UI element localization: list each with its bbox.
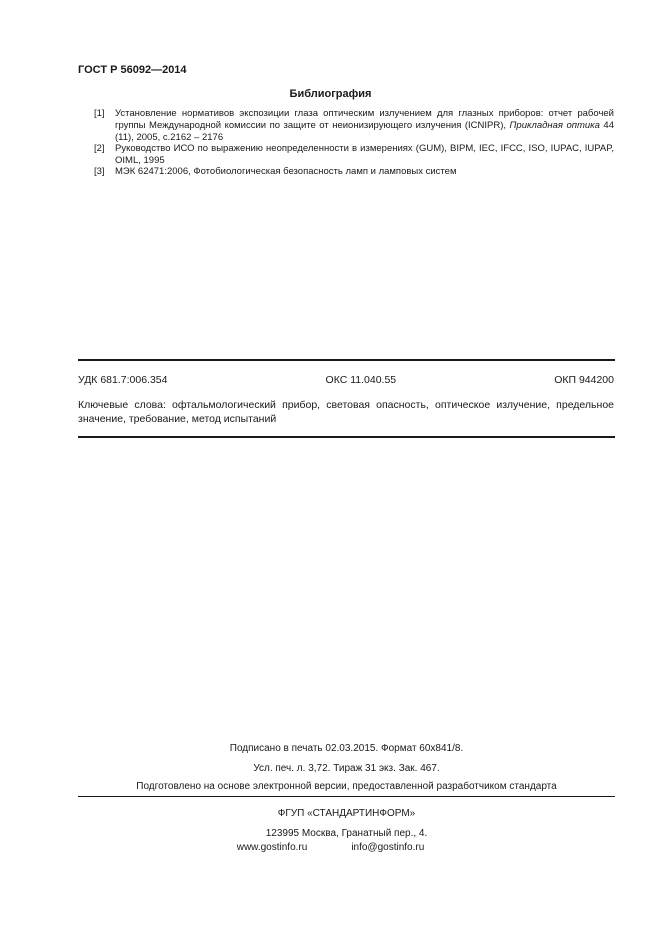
bibliography-item-number: [2] [94,143,105,154]
document-code: ГОСТ Р 56092—2014 [78,64,187,76]
bibliography-item-text: Руководство ИСО по выражению неопределенности в измерениях (GUM), BIPM, IEC, IFCC, ISO, IUPAC, IUPAP, OIML, 1995 [115,143,614,166]
website-link[interactable]: www.gostinfo.ru [236,842,308,853]
oks-code: ОКС 11.040.55 [325,374,397,386]
bibliography-item-number: [1] [94,108,105,119]
bottom-divider [78,436,615,438]
bibliography-title: Библиография [289,88,372,100]
imprint-sheets: Усл. печ. л. 3,72. Тираж 31 экз. Зак. 467. [253,763,440,774]
journal-title: Прикладная оптика [509,120,600,131]
bibliography-item [78,108,614,144]
bibliography-item [78,166,614,178]
classification-codes [78,374,614,386]
bibliography-item-text: Установление нормативов экспозиции глаза оптическим излучением для глазных приборов: отчет рабочей группы Международной комиссии по защите от неионизирующего излучения (ICNIPR), Прикладная оптика 44 (11), 2005, с.2162 – 2176 [115,108,614,143]
okp-code: ОКП 944200 [554,374,614,386]
bibliography-item-text: МЭК 62471:2006, Фотобиологическая безопасность ламп и ламповых систем [115,166,457,177]
imprint-prepared: Подготовлено на основе электронной версии, предоставленной разработчиком стандарта [136,781,557,792]
bibliography-item-number: [3] [94,166,105,177]
publisher-contacts [0,842,661,853]
publisher-address: 123995 Москва, Гранатный пер., 4. [265,828,428,839]
top-divider [78,359,615,361]
keywords: Ключевые слова: офтальмологический прибор, световая опасность, оптическое излучение, предельное значение, требование, метод испытаний [78,399,614,425]
publisher-name: ФГУП «СТАНДАРТИНФОРМ» [277,808,416,819]
imprint-signed: Подписано в печать 02.03.2015. Формат 60x841/8. [229,743,464,754]
imprint-divider [78,796,615,797]
email-link[interactable]: info@gostinfo.ru [351,842,425,853]
udk-code: УДК 681.7:006.354 [78,374,168,386]
bibliography-item [78,143,614,167]
